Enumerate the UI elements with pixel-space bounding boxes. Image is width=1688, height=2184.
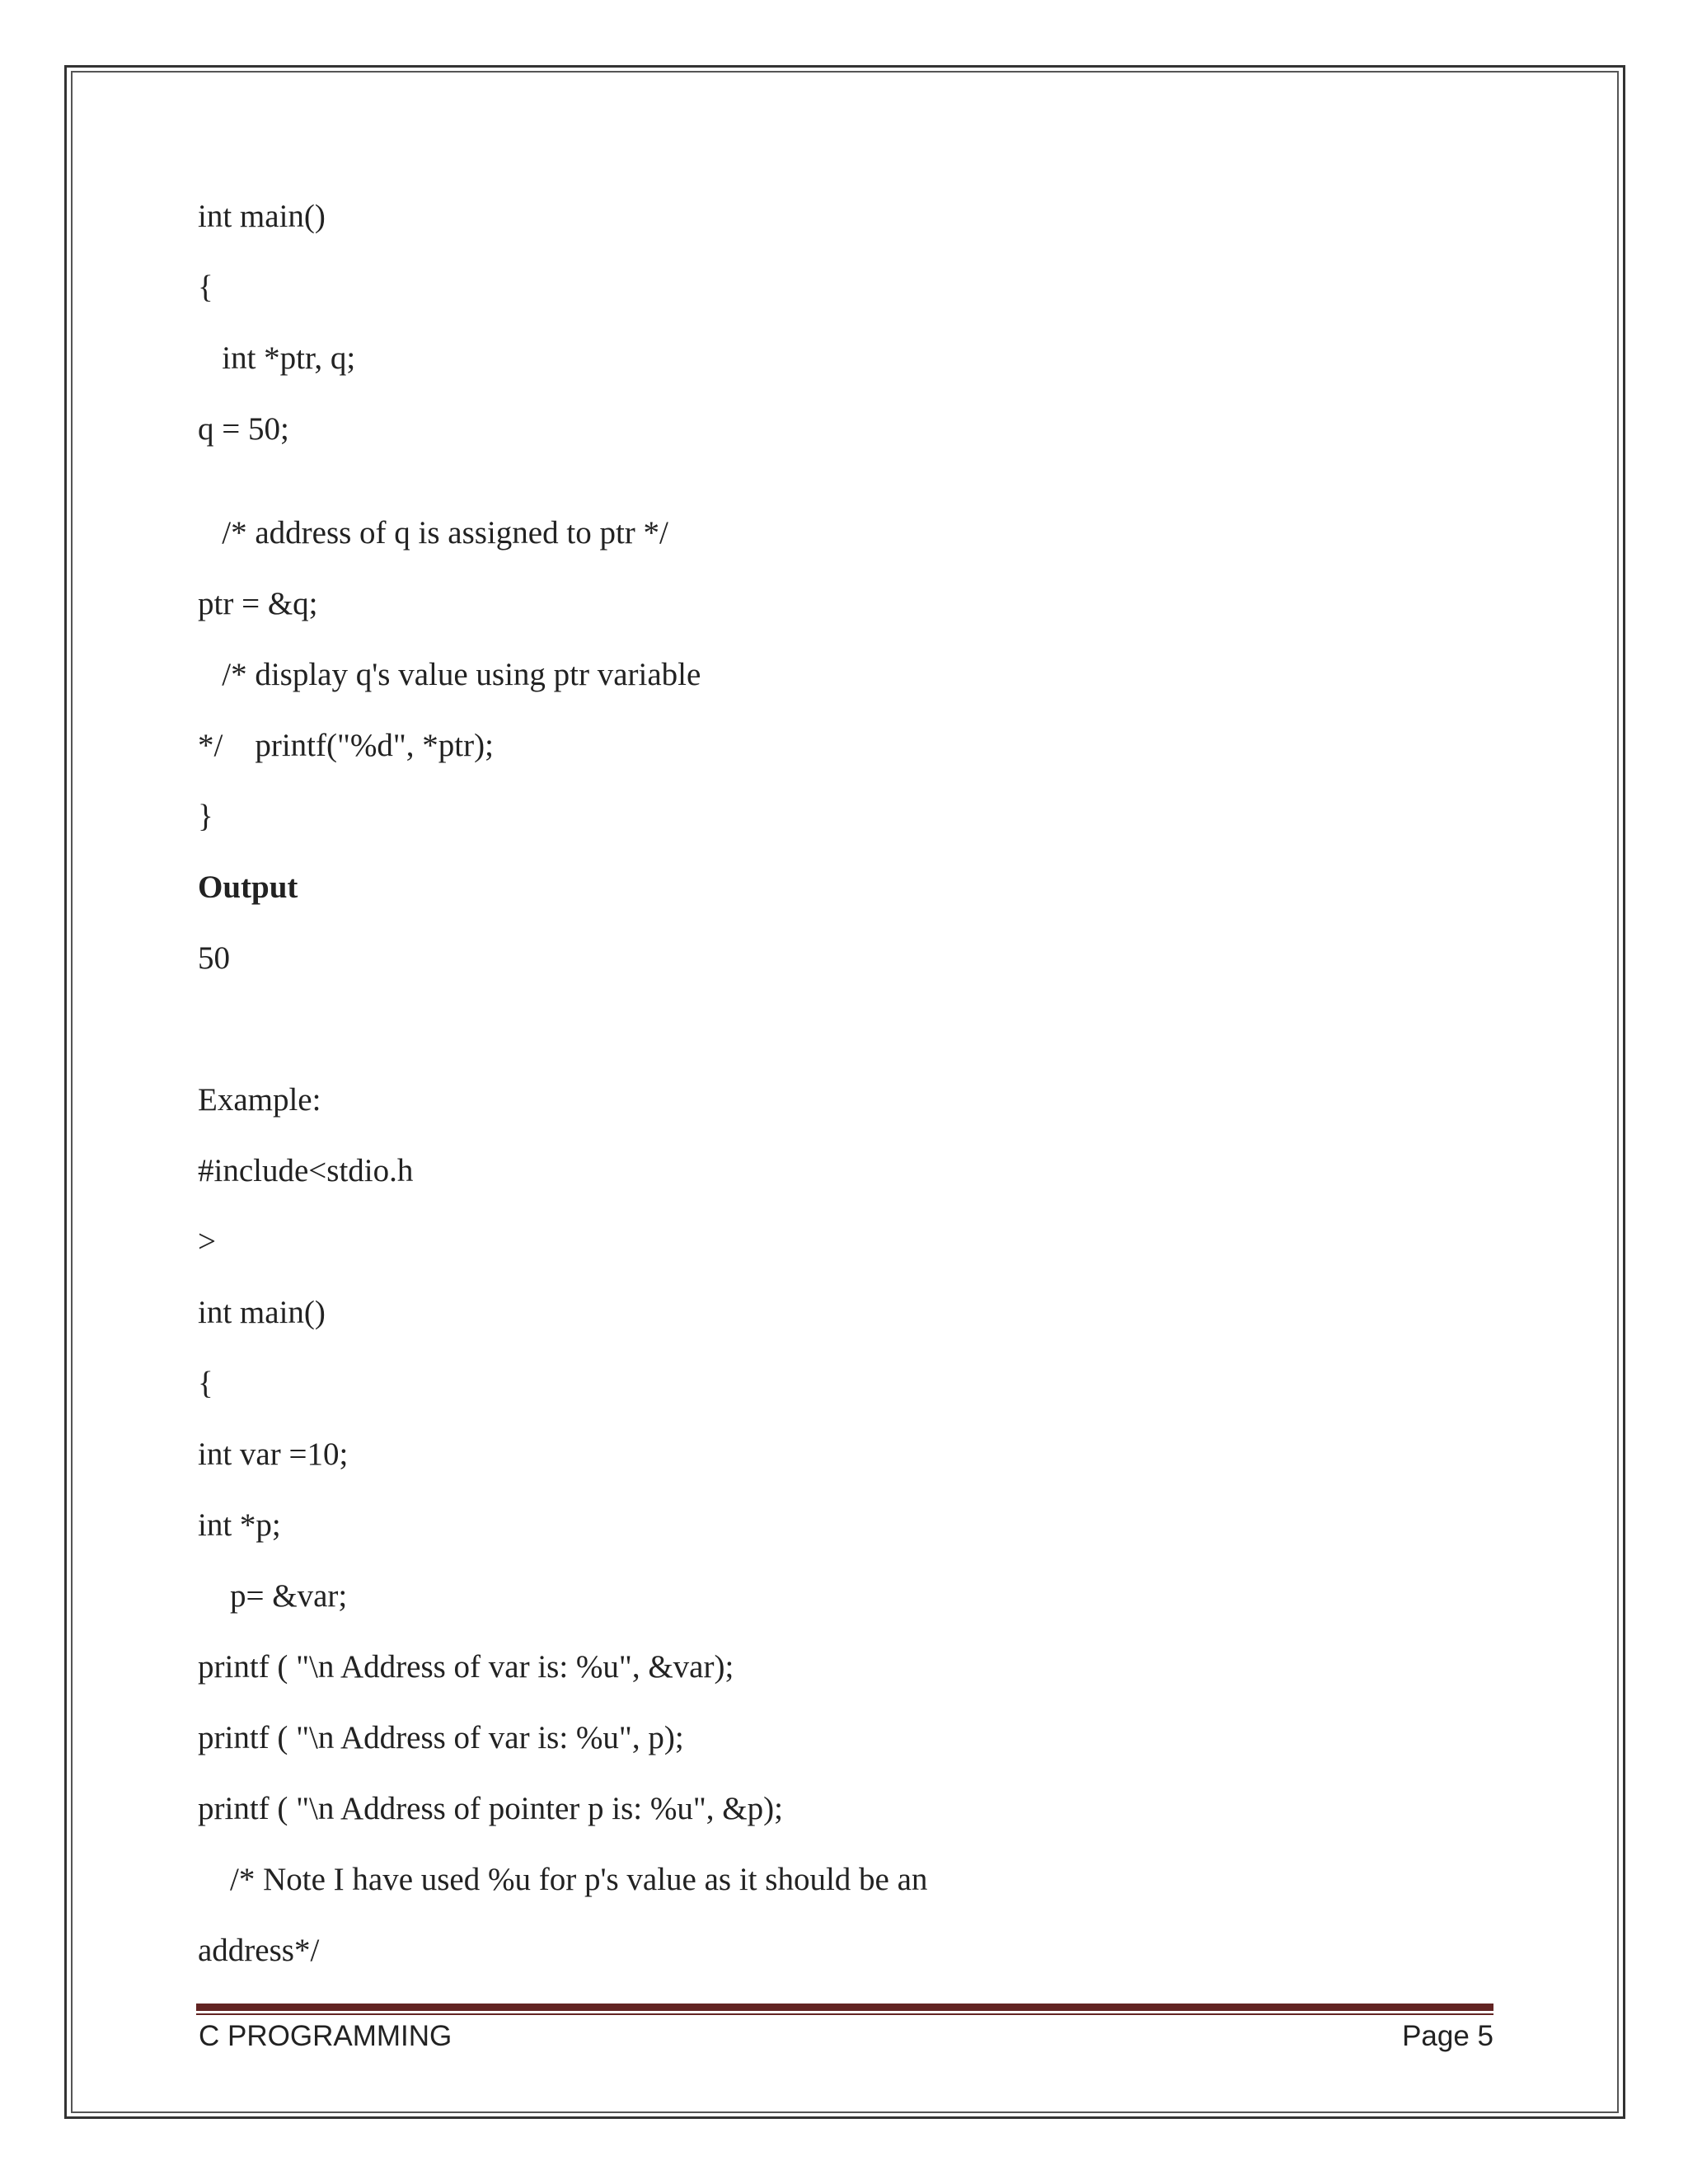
output-value: 50 bbox=[198, 940, 230, 976]
code-line: int *ptr, q; bbox=[198, 340, 356, 376]
code-line: printf ( "\n Address of var is: %u", &var); bbox=[198, 1649, 734, 1685]
code-line: > bbox=[198, 1224, 216, 1259]
code-comment: /* address of q is assigned to ptr */ bbox=[198, 515, 668, 551]
code-line: ptr = &q; bbox=[198, 586, 318, 621]
page-number: Page 5 bbox=[1402, 2020, 1493, 2052]
code-line: printf ( "\n Address of pointer p is: %u", &p); bbox=[198, 1791, 783, 1826]
code-comment: /* Note I have used %u for p's value as it should be an bbox=[198, 1862, 928, 1897]
code-line: */ printf("%d", *ptr); bbox=[198, 728, 494, 763]
footer-title: C PROGRAMMING bbox=[199, 2020, 452, 2052]
code-comment: address*/ bbox=[198, 1933, 320, 1968]
code-line: printf ( "\n Address of var is: %u", p); bbox=[198, 1720, 684, 1755]
code-line: { bbox=[198, 269, 213, 305]
example-heading: Example: bbox=[198, 1082, 321, 1118]
code-line: } bbox=[198, 799, 213, 834]
output-heading: Output bbox=[198, 869, 298, 905]
footer-rule bbox=[196, 2004, 1493, 2011]
code-line: int *p; bbox=[198, 1507, 281, 1543]
code-line: int var =10; bbox=[198, 1436, 349, 1472]
code-line: int main() bbox=[198, 199, 326, 234]
code-line: int main() bbox=[198, 1295, 326, 1330]
footer-rule-thin bbox=[196, 2013, 1493, 2015]
code-comment: /* display q's value using ptr variable bbox=[198, 657, 701, 692]
code-line: #include<stdio.h bbox=[198, 1153, 414, 1188]
code-line: q = 50; bbox=[198, 411, 289, 447]
code-line: p= &var; bbox=[198, 1578, 348, 1614]
code-line: { bbox=[198, 1366, 213, 1401]
